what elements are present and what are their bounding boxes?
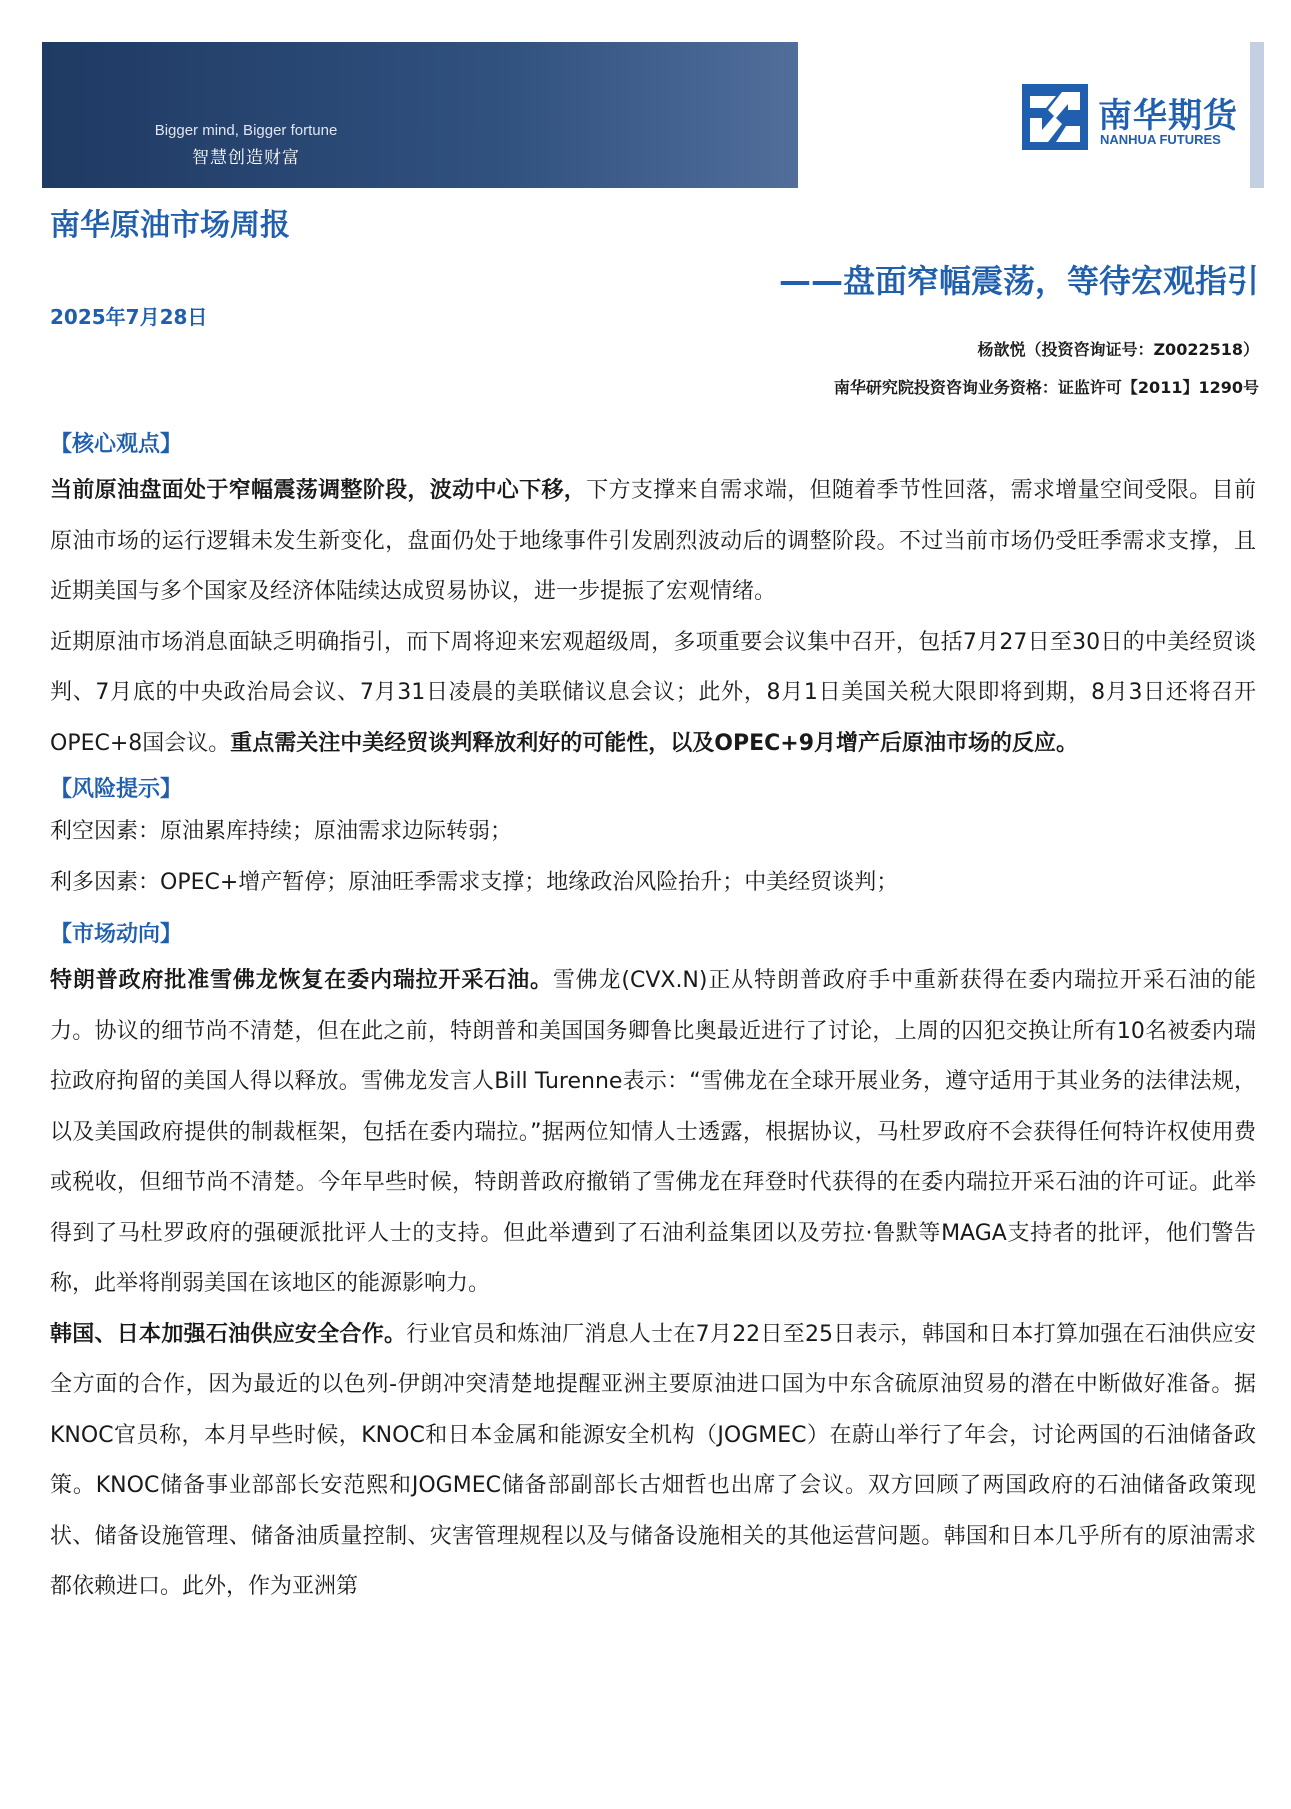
logo-text-en: NANHUA FUTURES [1100, 132, 1221, 147]
core-paragraph-1-lead: 当前原油盘面处于窄幅震荡调整阶段，波动中心下移， [50, 478, 587, 503]
slogan-english: Bigger mind, Bigger fortune [154, 122, 338, 139]
section-heading-core: 【核心观点】 [50, 432, 183, 457]
report-body [50, 428, 1256, 1613]
report-title: 南华原油市场周报 [50, 208, 290, 243]
core-paragraph-1-text: 下方支撑来自需求端，但随着季节性回落，需求增量空间受限。目前原油市场的运行逻辑未发生新变化，盘面仍处于地缘事件引发剧烈波动后的调整阶段。不过当前市场仍受旺季需求支撑，且近期美国与多个国家及经济体陆续达成贸易协议，进一步提振了宏观情绪。 [50, 478, 1256, 604]
author-credential: 杨歆悦（投资咨询证号：Z0022518） [977, 340, 1259, 359]
core-paragraph-2-text: 近期原油市场消息面缺乏明确指引，而下周将迎来宏观超级周，多项重要会议集中召开，包括7月27日至30日的中美经贸谈判、7月底的中央政治局会议、7月31日凌晨的美联储议息会议；此外，8月1日美国关税大限即将到期，8月3日还将召开OPEC+8国会议。 [50, 629, 1256, 756]
company-logo [1022, 84, 1262, 154]
core-paragraph-2 [50, 618, 1256, 770]
core-paragraph-2-emphasis: 重点需关注中美经贸谈判释放利好的可能性，以及OPEC+9月增产后原油市场的反应。 [230, 730, 1079, 756]
nanhua-logo-icon [1022, 84, 1088, 150]
market-paragraph-1-lead: 特朗普政府批准雪佛龙恢复在委内瑞拉开采石油。 [50, 968, 553, 993]
slogan-chinese: 智慧创造财富 [192, 148, 300, 168]
report-subtitle: ——盘面窄幅震荡，等待宏观指引 [778, 262, 1259, 300]
report-date: 2025年7月28日 [50, 305, 208, 329]
logo-text-cn: 南华期货 [1098, 96, 1238, 136]
market-paragraph-1 [50, 956, 1256, 1310]
market-paragraph-2-text: 行业官员和炼油厂消息人士在7月22日至25日表示，韩国和日本打算加强在石油供应安全方面的合作，因为最近的以色列-伊朗冲突清楚地提醒亚洲主要原油进口国为中东含硫原油贸易的潜在中断做好准备。据KNOC官员称，本月早些时候，KNOC和日本金属和能源安全机构（JOGMEC）在蔚山举行了年会，讨论两国的石油储备政策。KNOC储备事业部部长安范熙和JOGMEC储备部副部长古畑哲也出席了会议。双方回顾了两国政府的石油储备政策现状、储备设施管理、储备油质量控制、灾害管理规程以及与储备设施相关的其他运营问题。韩国和日本几乎所有的原油需求都依赖进口。此外，作为亚洲第 [50, 1321, 1256, 1599]
risk-bearish: 利空因素：原油累库持续；原油需求边际转弱； [50, 819, 513, 844]
risk-bullish: 利多因素：OPEC+增产暂停；原油旺季需求支撑；地缘政治风险抬升；中美经贸谈判； [50, 869, 899, 895]
header-banner [42, 42, 1264, 188]
market-paragraph-1-text: 雪佛龙(CVX.N)正从特朗普政府手中重新获得在委内瑞拉开采石油的能力。协议的细节尚不清楚，但在此之前，特朗普和美国国务卿鲁比奥最近进行了讨论，上周的囚犯交换让所有10名被委内瑞拉政府拘留的美国人得以释放。雪佛龙发言人Bill Turenne表示：“雪佛龙在全球开展业务，遵守适用于其业务的法律法规，以及美国政府提供的制裁框架，包括在委内瑞拉。”据两位知情人士透露，根据协议，马杜罗政府不会获得任何特许权使用费或税收，但细节尚不清楚。今年早些时候，特朗普政府撤销了雪佛龙在拜登时代获得的在委内瑞拉开采石油的许可证。此举得到了马杜罗政府的强硬派批评人士的支持。但此举遭到了石油利益集团以及劳拉·鲁默等MAGA支持者的批评，他们警告称，此举将削弱美国在该地区的能源影响力。 [50, 968, 1256, 1296]
section-heading-market: 【市场动向】 [50, 922, 183, 947]
license-info: 南华研究院投资咨询业务资格：证监许可【2011】1290号 [833, 378, 1259, 397]
section-heading-risk: 【风险提示】 [50, 777, 183, 802]
market-paragraph-2 [50, 1310, 1256, 1613]
core-paragraph-1 [50, 466, 1256, 618]
market-paragraph-2-lead: 韩国、日本加强石油供应安全合作。 [50, 1321, 407, 1347]
